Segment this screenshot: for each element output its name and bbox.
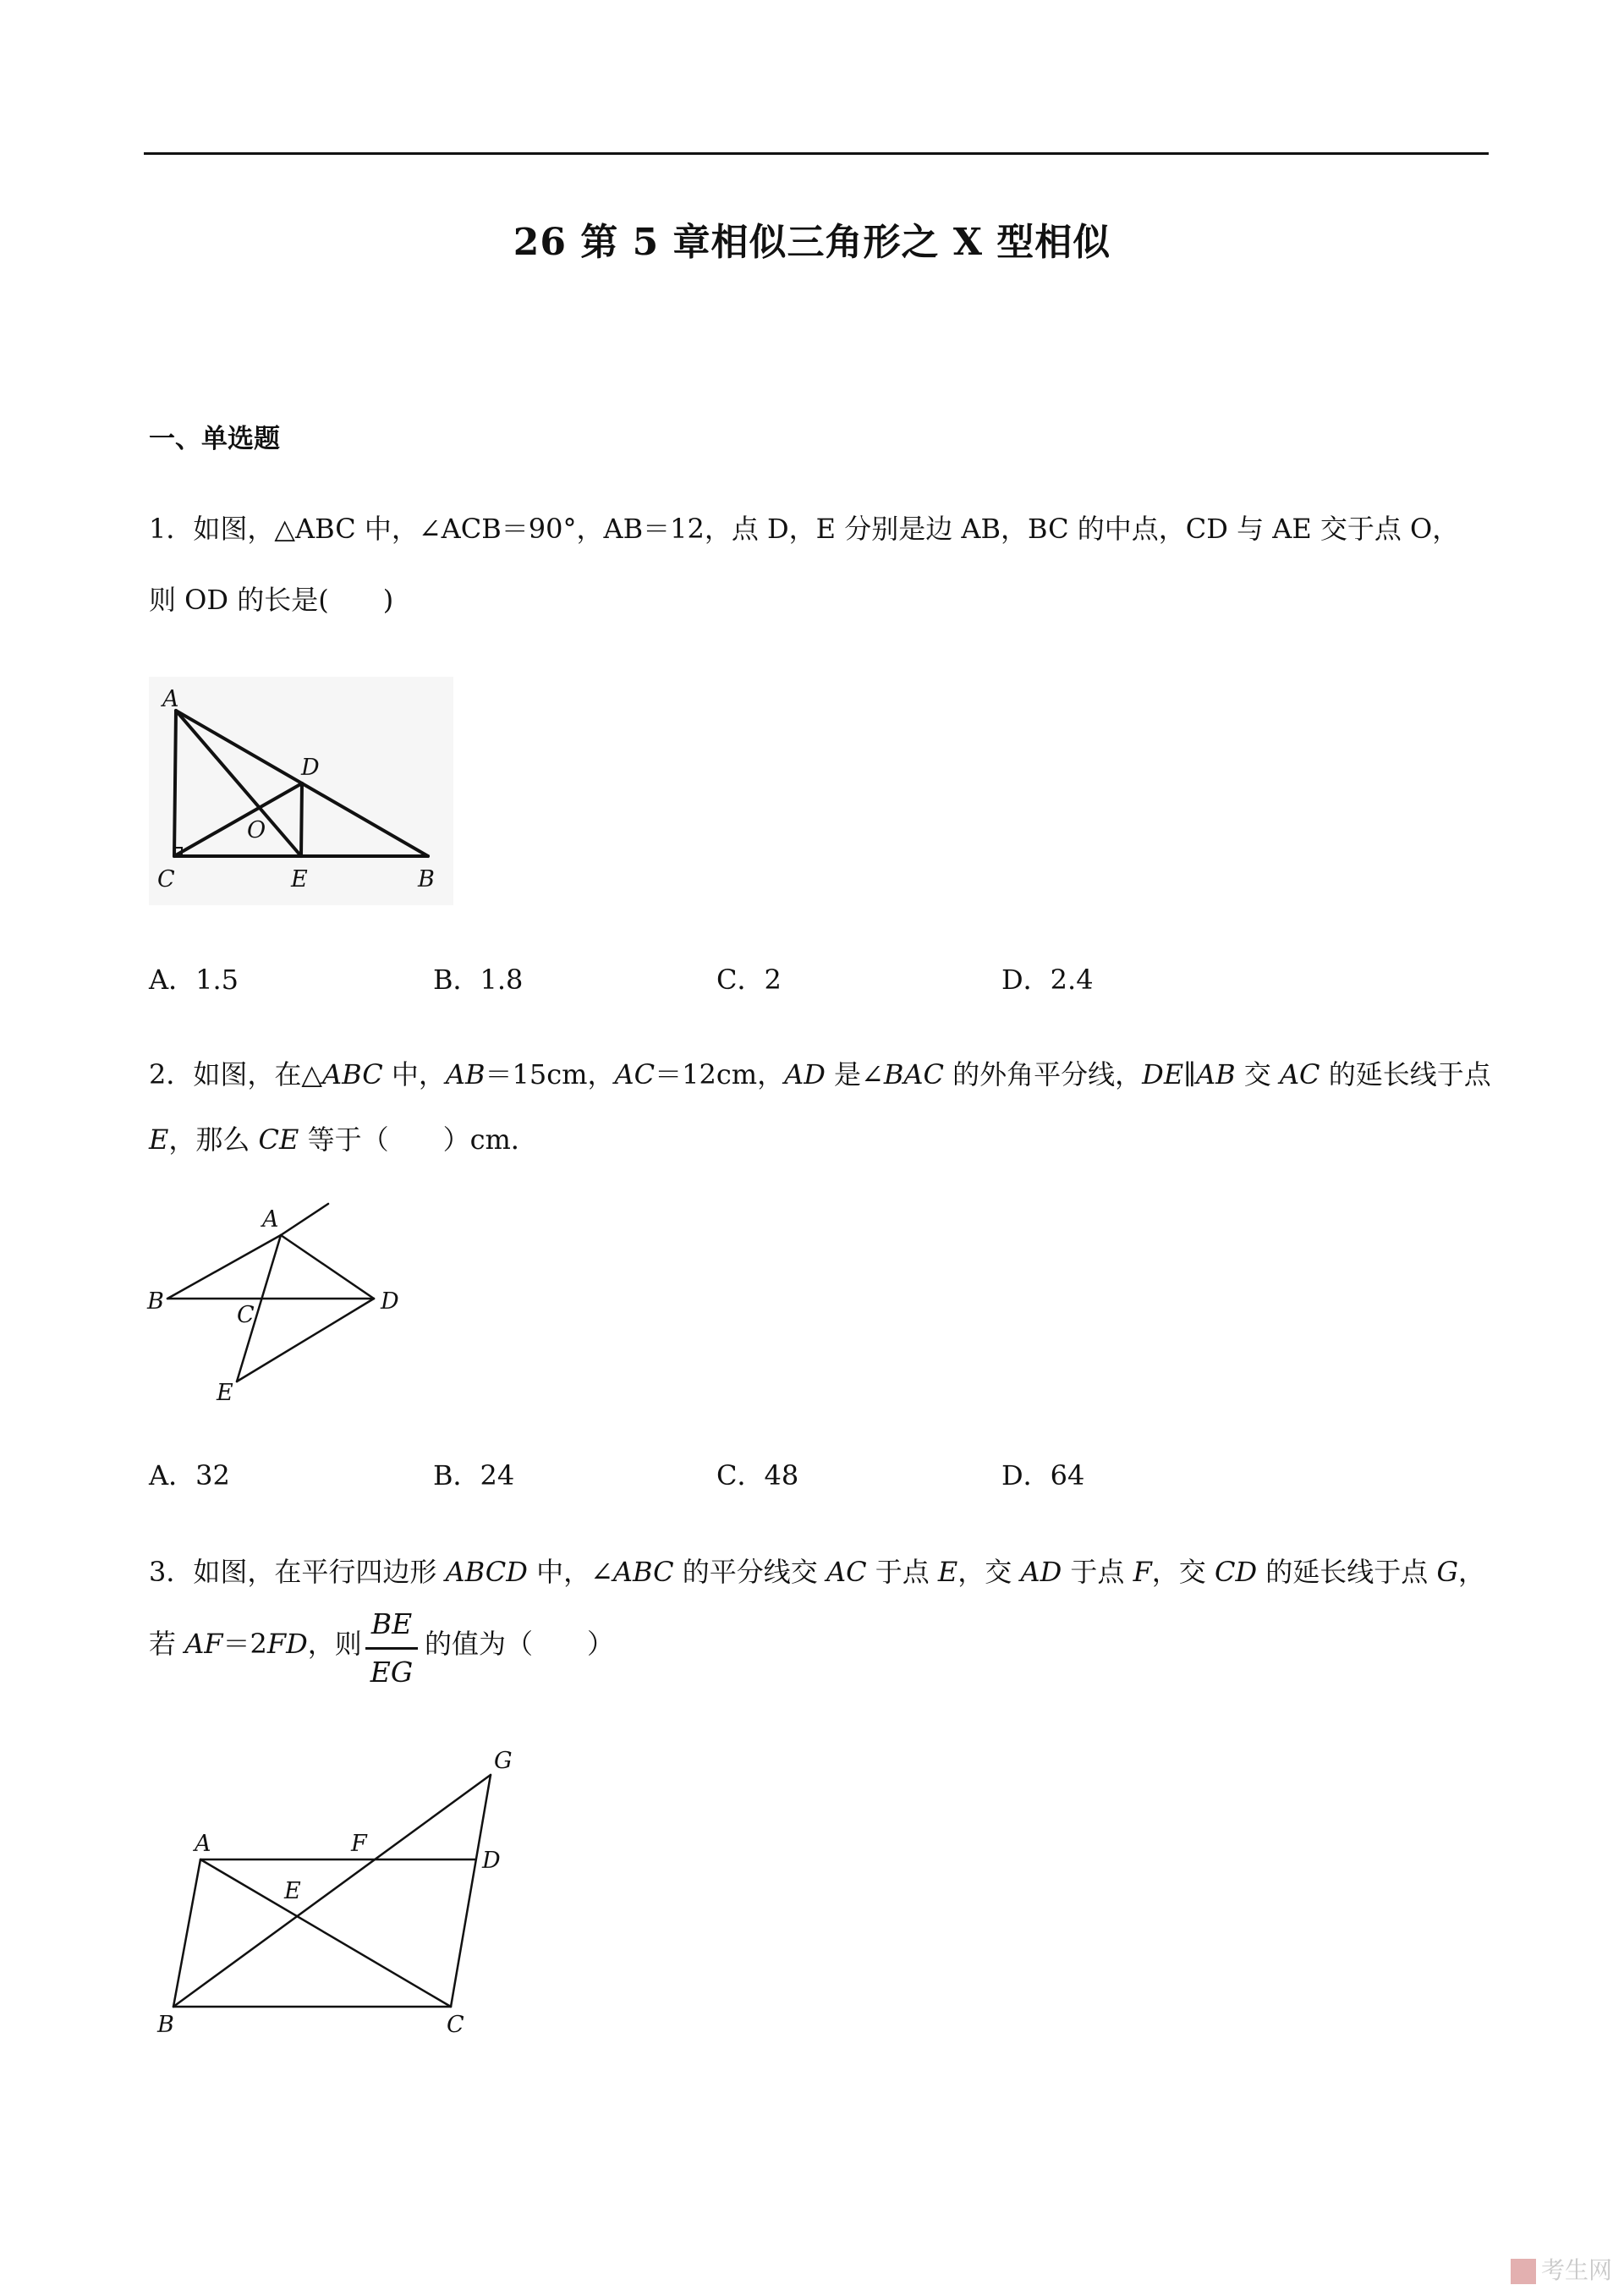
q2-label-b: B <box>147 1288 164 1315</box>
q3-fraction-numerator: BE <box>370 1607 413 1640</box>
q2-text-line1: 2．如图，在△ABC 中，AB＝15cm，AC＝12cm，AD 是∠BAC 的外角平分线，DE∥AB 交 AC 的延长线于点 <box>149 1058 1491 1090</box>
q2-label-c: C <box>237 1302 255 1328</box>
watermark <box>1511 2252 1612 2286</box>
q3-text-line2: 若 AF＝2FD，则 <box>149 1628 362 1660</box>
q1-option-b[interactable]: B．1.8 <box>433 964 524 996</box>
q2-figure <box>144 1197 414 1409</box>
q3-label-b: B <box>157 2012 174 2038</box>
q1-option-c[interactable]: C．2 <box>716 964 782 996</box>
watermark-text: 考生网 <box>1541 2256 1613 2284</box>
q1-option-a[interactable]: A．1.5 <box>149 964 239 996</box>
q3-fraction <box>365 1603 418 1694</box>
q1-option-d[interactable]: D．2.4 <box>1001 964 1094 996</box>
q1-text-line2: 则 OD 的长是( ) <box>149 584 394 616</box>
q1-figure <box>149 677 453 905</box>
q3-segment-bg <box>173 1775 491 2007</box>
q3-text-line1: 3．如图，在平行四边形 ABCD 中，∠ABC 的平分线交 AC 于点 E，交 AD 于点 F，交 CD 的延长线于点 G， <box>149 1556 1486 1588</box>
q1-label-c: C <box>157 866 175 893</box>
watermark-logo-icon <box>1511 2259 1536 2284</box>
q1-label-o: O <box>247 817 266 843</box>
q2-option-a[interactable]: A．32 <box>149 1459 230 1491</box>
q3-label-g: G <box>494 1748 513 1774</box>
q3-label-d: D <box>482 1848 501 1874</box>
q1-label-d: D <box>301 755 320 781</box>
q2-option-c[interactable]: C．48 <box>716 1459 799 1491</box>
q2-option-d[interactable]: D．64 <box>1001 1459 1085 1491</box>
q3-label-e: E <box>284 1878 301 1904</box>
q2-label-e: E <box>217 1380 233 1406</box>
q3-text-line2-end: 的值为（ ） <box>425 1628 615 1660</box>
q3-fraction-denominator: EG <box>370 1656 414 1689</box>
q2-text-line2: E，那么 CE 等于（ ）cm． <box>149 1123 538 1156</box>
q3-label-f: F <box>351 1831 367 1857</box>
q2-option-b[interactable]: B．24 <box>433 1459 515 1491</box>
q3-segment-ab <box>173 1859 200 2007</box>
q2-label-a: A <box>262 1206 279 1233</box>
q1-text-line1: 1．如图，△ABC 中，∠ACB＝90°，AB＝12，点 D，E 分别是边 AB，BC 的中点，CD 与 AE 交于点 O， <box>149 513 1460 545</box>
q3-segment-ac <box>200 1859 451 2007</box>
q1-label-a: A <box>162 686 179 712</box>
q3-fraction-bar <box>365 1647 418 1650</box>
q1-segment-de <box>301 783 302 856</box>
section-heading: 一、单选题 <box>149 424 280 454</box>
q2-segment-extension <box>281 1204 328 1235</box>
q1-label-e: E <box>291 866 308 893</box>
page-title: 26 第 5 章相似三角形之 X 型相似 <box>513 221 1111 264</box>
header-rule <box>144 152 1489 155</box>
q3-segment-cg <box>451 1775 491 2007</box>
q1-segment-ac <box>174 711 176 856</box>
q3-label-a: A <box>195 1831 211 1857</box>
q1-label-b: B <box>418 866 435 893</box>
q3-label-c: C <box>447 2012 464 2038</box>
q3-figure <box>144 1717 533 2056</box>
q2-segment-ad <box>281 1235 374 1299</box>
q2-label-d: D <box>381 1288 399 1315</box>
